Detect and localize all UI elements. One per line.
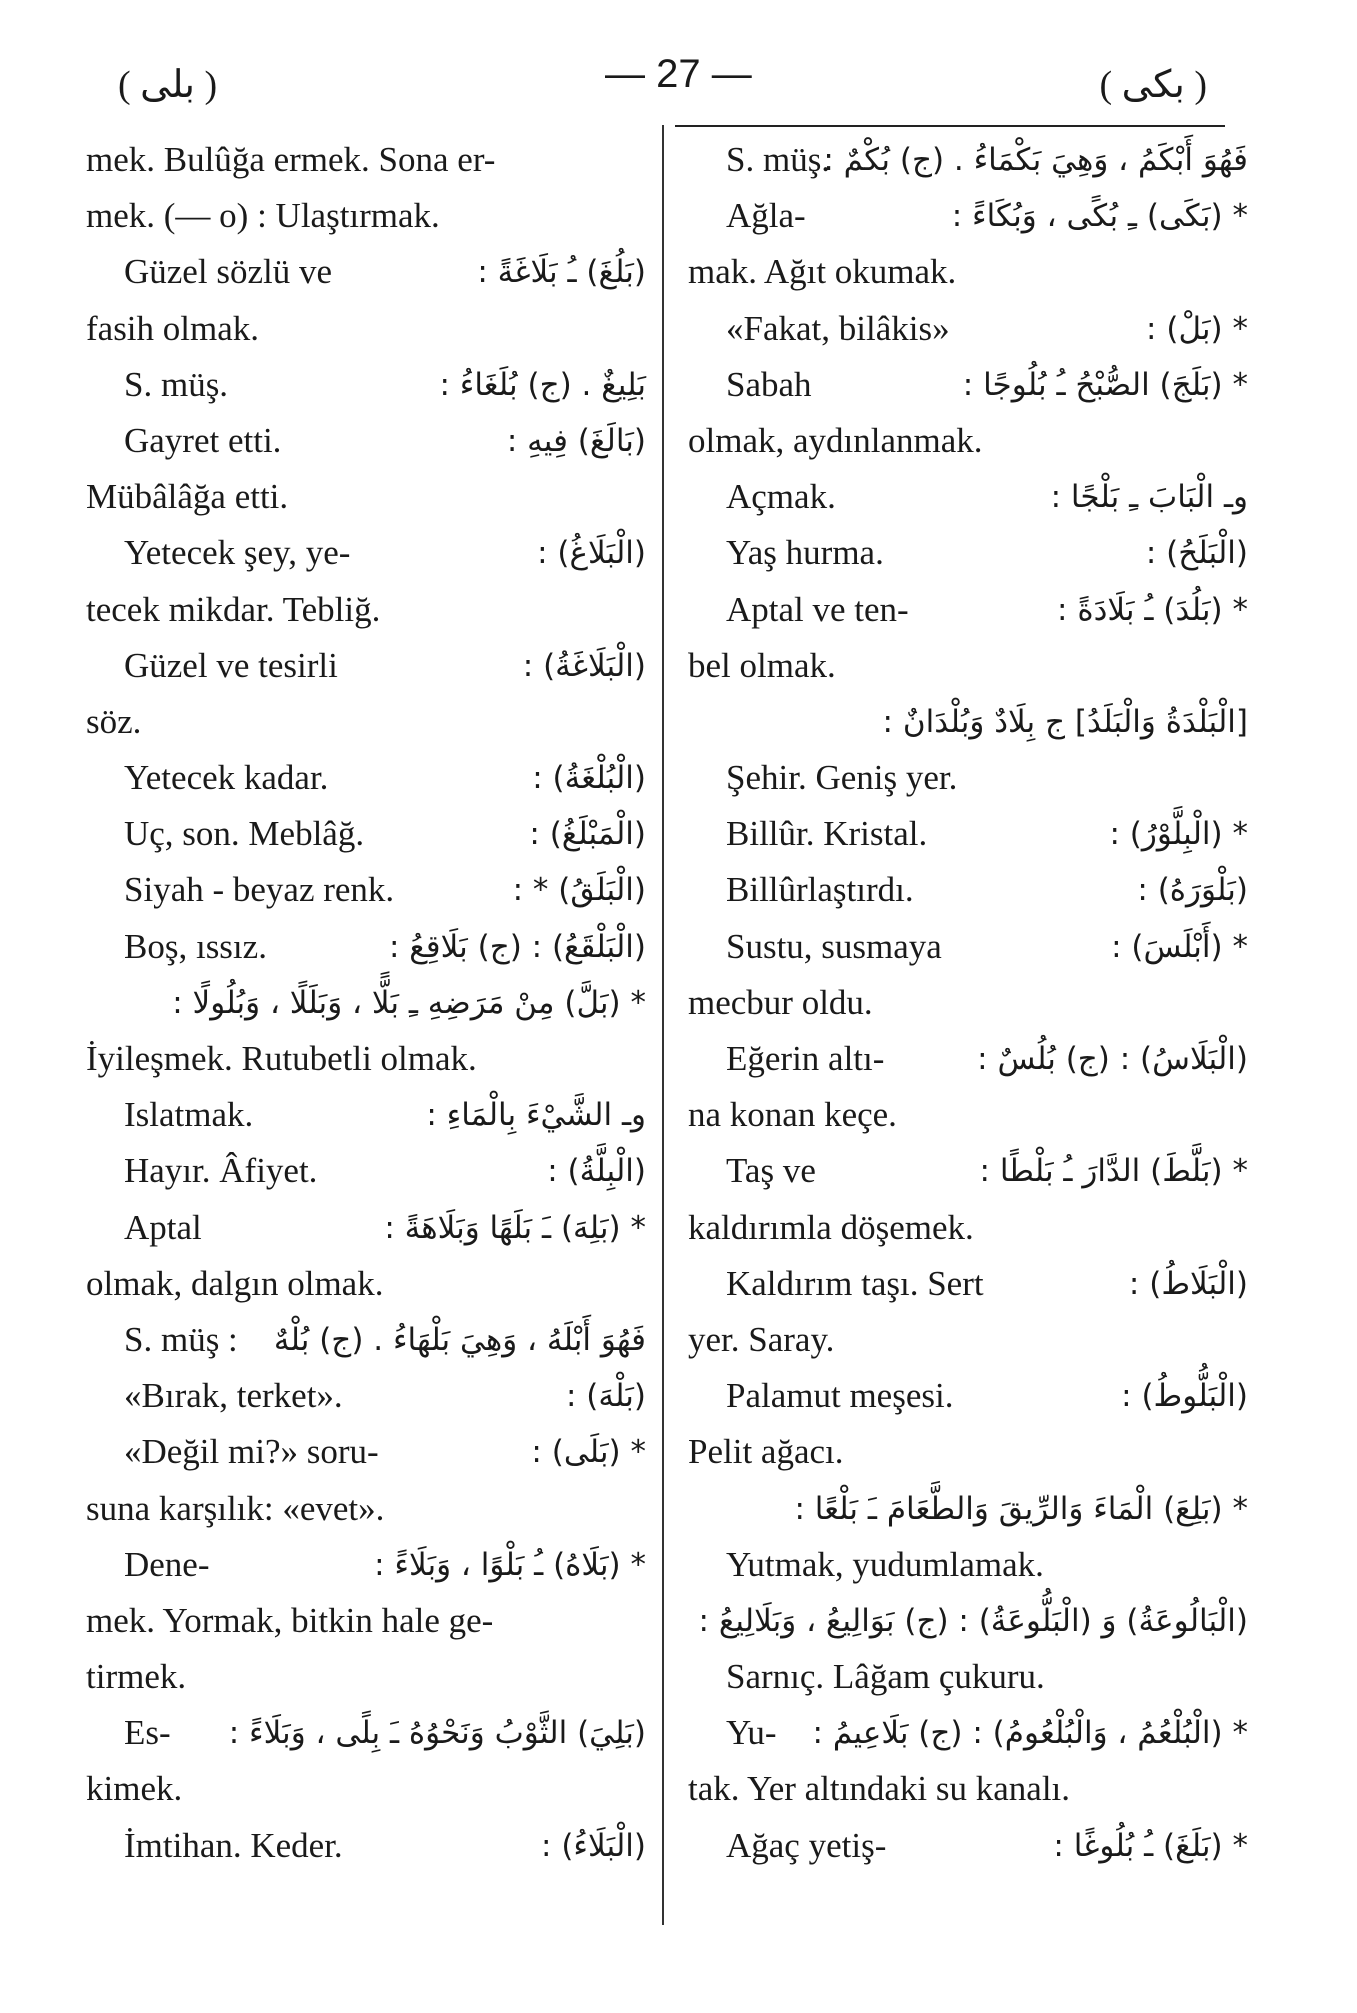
- left-arabic-headword: (الْبَلْقَعُ) : (ج) بَلَاقِعُ :: [389, 928, 646, 965]
- right-entry-line: [688, 694, 1248, 750]
- right-entry-line: [688, 975, 1248, 1031]
- right-entry-line: [688, 301, 1248, 357]
- right-turkish-text: Açmak.: [726, 477, 836, 517]
- right-turkish-text: kaldırımla döşemek.: [688, 1207, 974, 1247]
- left-entry-line: [86, 1818, 646, 1874]
- right-arabic-headword: * (بَلَغَ) ـُ بُلُوغًا :: [1053, 1827, 1248, 1864]
- left-entry-line: [86, 1705, 646, 1761]
- right-turkish-text: Taş ve: [726, 1151, 816, 1191]
- right-arabic-headword: (الْبَالُوعَةُ) وَ (الْبَلُّوعَةُ) : (ج) بَوَالِيعُ ، وَبَلَالِيعُ :: [698, 1602, 1248, 1639]
- left-entry-line: [86, 1424, 646, 1480]
- left-turkish-text: Dene-: [124, 1544, 210, 1584]
- left-entry-line: [86, 188, 646, 244]
- right-entry-line: [688, 1256, 1248, 1312]
- left-entry-line: [86, 525, 646, 581]
- right-entry-line: [688, 1818, 1248, 1874]
- right-turkish-text: «Fakat, bilâkis»: [726, 308, 950, 348]
- left-entry-line: [86, 694, 646, 750]
- left-turkish-text: Aptal: [124, 1207, 202, 1247]
- right-turkish-text: Eğerin altı-: [726, 1039, 885, 1078]
- left-turkish-text: mek. Yormak, bitkin hale ge-: [86, 1600, 494, 1640]
- left-turkish-text: suna karşılık: «evet».: [86, 1488, 385, 1528]
- left-turkish-text: mek. Bulûğa ermek. Sona er-: [86, 140, 496, 179]
- left-turkish-text: tirmek.: [86, 1657, 187, 1697]
- left-arabic-headword: وـ الشَّيْءَ بِالْمَاءِ :: [426, 1097, 646, 1134]
- left-entry-line: [86, 862, 646, 918]
- left-entry-line: [86, 1087, 646, 1143]
- right-entry-line: [688, 1368, 1248, 1424]
- left-entry-line: [86, 301, 646, 357]
- right-entry-line: [688, 244, 1248, 300]
- left-arabic-headword: بَلِيغٌ . (ج) بُلَغَاءُ :: [439, 366, 646, 403]
- right-turkish-text: Aptal ve ten-: [726, 589, 909, 629]
- right-entry-line: [688, 1705, 1248, 1761]
- right-entry-line: [688, 525, 1248, 581]
- right-turkish-text: Sustu, susmaya: [726, 926, 942, 966]
- right-arabic-headword: * (الْبُلْعُمُ ، وَالْبُلْعُومُ) : (ج) بَلَاعِيمُ :: [812, 1715, 1248, 1752]
- right-entry-line: [688, 1649, 1248, 1705]
- right-arabic-headword: وـ الْبَابَ ـِ بَلْجًا :: [1050, 479, 1248, 516]
- right-turkish-text: Ağaç yetiş-: [726, 1825, 887, 1865]
- left-turkish-text: Yetecek şey, ye-: [124, 533, 351, 573]
- left-turkish-text: fasih olmak.: [86, 308, 260, 348]
- left-entry-line: [86, 1537, 646, 1593]
- left-arabic-headword: (الْبُلْغَةُ) :: [532, 760, 646, 797]
- right-turkish-text: bel olmak.: [688, 645, 836, 685]
- right-arabic-headword: فَهُوَ أَبْكَمُ ، وَهِيَ بَكْمَاءُ . (ج) بُكْمٌ :: [823, 142, 1248, 178]
- right-arabic-headword: * (بَلْ) :: [1146, 310, 1248, 347]
- left-turkish-text: Yetecek kadar.: [124, 758, 329, 798]
- right-turkish-text: Yu-: [726, 1713, 777, 1753]
- right-entry-line: [688, 1537, 1248, 1593]
- left-turkish-text: «Değil mi?» soru-: [124, 1432, 379, 1472]
- right-arabic-headword: * (بَلَجَ) الصُّبْحُ ـُ بُلُوجًا :: [962, 366, 1248, 403]
- left-turkish-text: mek. (— o) : Ulaştırmak.: [86, 196, 440, 236]
- left-turkish-text: Islatmak.: [124, 1095, 254, 1135]
- right-arabic-headword: (الْبَلَاطُ) :: [1128, 1265, 1248, 1302]
- left-arabic-headword: (بَلِيَ) الثَّوْبُ وَنَحْوُهُ ـَ بِلًى ، وَبَلَاءً :: [228, 1715, 646, 1752]
- right-arabic-headword: * (أَبْلَسَ) :: [1111, 928, 1248, 965]
- left-turkish-text: kimek.: [86, 1769, 183, 1809]
- right-turkish-text: Billûr. Kristal.: [726, 814, 928, 854]
- left-turkish-text: İyileşmek. Rutubetli olmak.: [86, 1039, 477, 1078]
- right-arabic-headword: * (الْبِلَّوْرُ) :: [1109, 816, 1248, 853]
- left-arabic-headword: فَهُوَ أَبْلَهُ ، وَهِيَ بَلْهَاءُ . (ج) بُلْهٌ: [273, 1321, 646, 1358]
- right-entry-line: [688, 1312, 1248, 1368]
- left-entry-line: [86, 1593, 646, 1649]
- right-arabic-headword: (بَلْوَرَهُ) :: [1137, 872, 1248, 909]
- column-divider: [662, 125, 664, 1925]
- right-turkish-text: mecbur oldu.: [688, 982, 873, 1022]
- right-entry-line: [688, 1593, 1248, 1649]
- right-arabic-headword: * (بَلَّطَ) الدَّارَ ـُ بَلْطًا :: [979, 1153, 1248, 1190]
- right-column: [688, 132, 1248, 1874]
- left-turkish-text: S. müş :: [124, 1319, 238, 1359]
- right-entry-line: [688, 469, 1248, 525]
- right-entry-line: [688, 582, 1248, 638]
- right-turkish-text: mak. Ağıt okumak.: [688, 252, 957, 292]
- right-turkish-text: Pelit ağacı.: [688, 1432, 844, 1472]
- right-entry-line: [688, 1761, 1248, 1817]
- right-arabic-headword: * (بَلُدَ) ـُ بَلَادَةً :: [1057, 591, 1248, 628]
- right-entry-line: [688, 188, 1248, 244]
- left-arabic-headword: (الْبِلَّةُ) :: [547, 1153, 646, 1190]
- left-turkish-text: tecek mikdar. Tebliğ.: [86, 589, 381, 629]
- left-arabic-headword: * (بَلَاهُ) ـُ بَلْوًا ، وَبَلَاءً :: [374, 1546, 646, 1583]
- right-entry-line: [688, 132, 1248, 188]
- left-turkish-text: Siyah - beyaz renk.: [124, 870, 395, 910]
- left-entry-line: [86, 1256, 646, 1312]
- right-turkish-text: na konan keçe.: [688, 1095, 897, 1135]
- right-entry-line: [688, 806, 1248, 862]
- left-arabic-headword: (الْمَبْلَغُ) :: [529, 816, 646, 853]
- left-entry-line: [86, 1312, 646, 1368]
- left-turkish-text: söz.: [86, 701, 142, 741]
- left-arabic-headword: * (بَلَّ) مِنْ مَرَضِهِ ـِ بَلًّا ، وَبَلَلًا ، وَبُلُولًا :: [172, 984, 646, 1021]
- left-entry-line: [86, 582, 646, 638]
- left-turkish-text: Güzel sözlü ve: [124, 252, 332, 292]
- right-turkish-text: Ağla-: [726, 196, 806, 236]
- right-turkish-text: Billûrlaştırdı.: [726, 870, 914, 910]
- right-entry-line: [688, 413, 1248, 469]
- left-arabic-headword: (بَلُغَ) ـُ بَلَاغَةً :: [477, 254, 646, 291]
- right-arabic-headword: (الْبَلَحُ) :: [1145, 535, 1248, 572]
- right-arabic-headword: (الْبَلُّوطُ) :: [1121, 1378, 1248, 1415]
- right-entry-line: [688, 1200, 1248, 1256]
- right-arabic-headword: * (بَلِعَ) الْمَاءَ وَالرِّيقَ وَالطَّعَامَ ـَ بَلْعًا :: [794, 1490, 1248, 1527]
- right-entry-line: [688, 919, 1248, 975]
- left-entry-line: [86, 750, 646, 806]
- right-turkish-text: Kaldırım taşı. Sert: [726, 1263, 984, 1303]
- left-entry-line: [86, 1368, 646, 1424]
- header-rule: [675, 125, 1225, 127]
- right-entry-line: [688, 1031, 1248, 1087]
- left-turkish-text: İmtihan. Keder.: [124, 1825, 343, 1865]
- left-arabic-headword: (الْبَلَقُ) * :: [512, 872, 646, 909]
- left-entry-line: [86, 1031, 646, 1087]
- left-entry-line: [86, 244, 646, 300]
- left-column: [86, 132, 646, 1874]
- left-entry-line: [86, 1761, 646, 1817]
- header-right-catchword: ( بكى ): [1099, 64, 1207, 106]
- page-number: — 27 —: [605, 52, 752, 96]
- left-arabic-headword: (الْبَلَاغَةُ) :: [522, 647, 646, 684]
- right-turkish-text: Sarnıç. Lâğam çukuru.: [726, 1657, 1045, 1697]
- left-entry-line: [86, 357, 646, 413]
- right-entry-line: [688, 1143, 1248, 1199]
- page-header: [0, 0, 1357, 120]
- left-entry-line: [86, 1649, 646, 1705]
- left-entry-line: [86, 638, 646, 694]
- left-arabic-headword: * (بَلِهَ) ـَ بَلَهًا وَبَلَاهَةً :: [384, 1209, 646, 1246]
- right-turkish-text: Şehir. Geniş yer.: [726, 758, 958, 798]
- right-turkish-text: yer. Saray.: [688, 1319, 835, 1359]
- left-entry-line: [86, 1200, 646, 1256]
- right-turkish-text: S. müş.: [726, 140, 831, 179]
- left-entry-line: [86, 413, 646, 469]
- left-entry-line: [86, 1143, 646, 1199]
- right-entry-line: [688, 357, 1248, 413]
- left-entry-line: [86, 975, 646, 1031]
- right-turkish-text: tak. Yer altındaki su kanalı.: [688, 1769, 1071, 1809]
- left-entry-line: [86, 919, 646, 975]
- right-entry-line: [688, 1481, 1248, 1537]
- left-turkish-text: Mübâlâğa etti.: [86, 477, 289, 517]
- right-arabic-headword: * (بَكَى) ـِ بُكًى ، وَبُكَاءً :: [951, 198, 1248, 235]
- right-entry-line: [688, 750, 1248, 806]
- left-entry-line: [86, 806, 646, 862]
- left-turkish-text: Es-: [124, 1713, 171, 1753]
- right-entry-line: [688, 862, 1248, 918]
- left-turkish-text: Boş, ıssız.: [124, 926, 267, 966]
- right-entry-line: [688, 1087, 1248, 1143]
- left-arabic-headword: (بَلْهَ) :: [566, 1378, 646, 1415]
- left-turkish-text: Hayır. Âfiyet.: [124, 1151, 318, 1191]
- left-entry-line: [86, 132, 646, 188]
- left-entry-line: [86, 469, 646, 525]
- header-left-catchword: ( بلى ): [118, 64, 218, 106]
- left-turkish-text: Gayret etti.: [124, 420, 282, 460]
- left-arabic-headword: (بَالَغَ) فِيهِ :: [506, 422, 646, 459]
- left-turkish-text: «Bırak, terket».: [124, 1376, 343, 1416]
- left-turkish-text: S. müş.: [124, 364, 229, 404]
- right-arabic-headword: [الْبَلْدَةُ وَالْبَلَدُ] ج بِلَادٌ وَبُلْدَانٌ :: [882, 703, 1248, 740]
- right-turkish-text: olmak, aydınlanmak.: [688, 420, 983, 460]
- right-arabic-headword: (الْبَلَاسُ) : (ج) بُلُسٌ :: [977, 1041, 1248, 1077]
- left-arabic-headword: (الْبَلَاغُ) :: [537, 535, 646, 572]
- left-turkish-text: Uç, son. Meblâğ.: [124, 814, 365, 854]
- left-entry-line: [86, 1481, 646, 1537]
- left-turkish-text: olmak, dalgın olmak.: [86, 1263, 384, 1303]
- right-turkish-text: Sabah: [726, 364, 812, 404]
- right-entry-line: [688, 638, 1248, 694]
- right-turkish-text: Yutmak, yudumlamak.: [726, 1544, 1044, 1584]
- left-arabic-headword: (الْبَلَاءُ) :: [541, 1827, 646, 1864]
- left-arabic-headword: * (بَلَى) :: [531, 1434, 646, 1471]
- right-turkish-text: Palamut meşesi.: [726, 1376, 954, 1416]
- left-turkish-text: Güzel ve tesirli: [124, 645, 338, 685]
- right-entry-line: [688, 1424, 1248, 1480]
- right-turkish-text: Yaş hurma.: [726, 533, 884, 573]
